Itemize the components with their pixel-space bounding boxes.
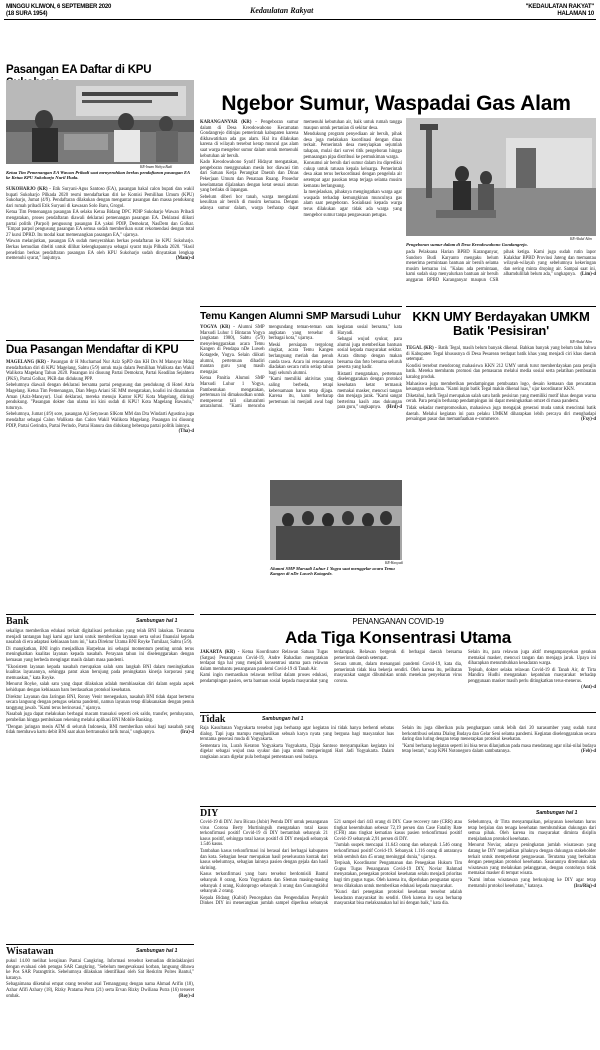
bank-paragraph: "Dengan jaringan mesin ATM di seluruh Indonesia, BNI memberikan solusi bagi nasabah yang tidak membawa kartu debit BNI saat akan bertransaksi tarik tunai," ungkapnya. (Ira)-d	[6, 724, 194, 736]
diy-paragraph: Sebelumnya, dr Tirta menyampaikan, pelayanan kesehatan harus tetap berjalan dan tenaga kesehatan membutuhkan dukungan dari semua pihak. Oleh karena itu masyarakat diminta disiplin menjalankan protokol kesehatan.	[468, 820, 596, 842]
alumni-paragraph: Ketua Panitia Alumni SMP Marsudi Luhur 1 Yogya, Pambentukan mengatakan, pertemuan ini dimaksudkan untuk mempererat tali silaturahmi antaralumni. "Kami mencoba mengundang teman-teman satu angkatan yang tersebar di berbagai kota," ujarnya.	[200, 325, 334, 410]
tidak-paragraph: Sementara itu, Lurah Keraton Yogyakarta Yogyakarta, Djaja Santoso menyampaikan kegiatan ini digelar sebagai wujud rasa syukur dan juga untuk memperingati Hari Jadi Yogyakarta. Dalam rangkaian acara digelar pula berbagai pementasan seni budaya.	[200, 743, 394, 760]
bank-paragraph: sekaligus memberikan edukasi terkait digitalisasi perbankan yang telah BNI lakukan. Terutama menjadi tantangan bagi kami agar kami untuk memberikan layanan serta solusi finansial kepada nasabah di era adaptasi kebiasaan baru ini," kata Direktur Utama BNI Royke Tumilaar, Sabtu (5/9).	[6, 629, 194, 646]
wisatawan-continued: Sambungan hal 1	[136, 948, 178, 954]
covid-headline: Ada Tiga Konsentrasi Utama	[285, 628, 511, 647]
sumur-closing-paragraph: pada Pelaksana Harian BPBD Karanganyar, Sundoro Budi Karyanto mengaku belum menerima permintaan bantuan air bersih selama musim kemarau ini. "Kalau ada permintaan, kami sudah siap menyalurkan bantuan air bersih anggaran BPBD Karanganyar maupun CSR pihak ketiga. Kami juga sudah rutin lapor Kalakhar BPBD Provinsi Jateng dan memantau wilayah-wilayah yang sebelumnya kekeringan dan sering minta droping air. Sampai saat ini, alhamdulillah belum ada," ungkapnya. (Lim)-d	[406, 250, 596, 283]
masthead-subdate: (18 SURA 1954)	[6, 11, 48, 17]
kkn-paragraph: Tidak sekadar mempromosikan, mahasiswa juga mengajak generasi muda untuk mencintai batik daerah. Melalui kegiatan ini para pelaku UMKM diharapkan lebih percaya diri menghadapi persaingan pasar dan memanfaatkan e-commerce. (Fxy)-d	[406, 405, 596, 423]
sumur-closing	[406, 250, 596, 284]
alumni-paragraph: Ristanti mengatakan, pertemuan diselenggarakan dengan protokol kesehatan ketat termasuk memakai masker, mencuci tangan dan menjaga jarak. "Kami sangat berterima kasih atas dukungan para guru," ungkapnya. (Hrd)-d	[337, 371, 402, 411]
alumni-photo-credit: KR-Hanyadi	[385, 561, 404, 565]
ea-headline: Pasangan EA Daftar di KPU	[6, 64, 152, 76]
wisatawan-rule	[6, 944, 194, 945]
diy-paragraph: Menurut Noviar, adanya peningkatan jumlah wisatawan yang datang ke DIY menjadikan pihaknya dengan dukungan stakeholder terkait untuk memperketat pengawasan. Terutama yang berkaitan dengan penegakan protokol kesehatan. Sasarannya ditemukan ada wisatawan yang melakukan pelanggaran, dengan contohnya tidak memakai masker di tempat wisata.	[468, 843, 596, 877]
diy-continued: Sambungan hal 1	[536, 810, 578, 816]
diy-paragraph: Tambahan kasus terkonfirmasi ini berasal dari berbagai kabupaten dan kota. Sebagian besar merupakan hasil penelusuran kontak dari kasus sebelumnya, sebagian lainnya pasien dengan gejala dan hasil skrining.	[200, 848, 328, 871]
magelang-body	[6, 360, 194, 435]
wisatawan-body	[6, 959, 194, 1000]
magelang-headline: Dua Pasangan Mendaftar di KPU	[6, 344, 179, 356]
kkn-headline: KKN UMY Berdayakan UMKM Batik 'Pesisiran'	[412, 309, 590, 338]
kkn-rule	[406, 306, 596, 307]
wisatawan-paragraph: pukul 14.00 melihat kerajinan Pantai Cangkring. Informasi tersebut kemudian ditindaklanjuti dengan evaluasi oleh petugas SAR Cangkring. "Sebelum mengevakuasi korban, langsung dibawa ke Pos SAR Parangtritis. Sebelumnya dilakukan identifikasi oleh Sat Reskrim Polres Bantul," katanya.	[6, 959, 194, 981]
sumur-caption: Pengeboran sumur dalam di Desa Kreodowahono Gondangrejo.	[406, 242, 528, 247]
alumni-paragraph: Sebagai wujud syukur, para alumni juga memberikan bantuan sosial kepada masyarakat sekitar. Acara ditutup dengan makan bersama dan foto bersama seluruh peserta yang hadir.	[337, 337, 402, 371]
sumur-paragraph: Konsumsi air bersih dari sumur dalam itu diprediksi cukup untuk ratusan kepala keluarga. Pemerintah desa akan terus berkoordinasi dengan pengelola air setempat agar pasokan tetap terjaga selama musim kemarau berlangsung.	[303, 161, 402, 189]
tidak-continued: Sambungan hal 1	[262, 716, 304, 722]
sumur-paragraph: Mendukung program penyediaan air bersih, pihak desa juga melakukan koordinasi dengan dinas terkait. Pemerintah desa menyiapkan sejumlah tahapan, mulai dari survei titik pengeboran hingga pemasangan pipa distribusi ke permukiman warga.	[303, 132, 402, 160]
covid-paragraph: Tepisah, dokter selaku relawan Covid-19 di Tanah Air, dr Tirta Mandira Hudhi mengatakan kepatuhan masyarakat terhadap penggunaan masker masih perlu ditingkatkan terus-menerus. (Ant)-d	[468, 667, 596, 690]
diy-paragraph: "Kami imbau wisatawan yang berkunjung ke DIY agar tetap mematuhi protokol kesehatan," katanya. (Ira/Riq)-d	[468, 877, 596, 889]
diy-paragraph: Covid-19 di DIY. Juru Bicara (Jubir) Pemda DIY untuk penanganan virus Corona Berty Murtiningsih mengatakan total kasus terkonfirmasi positif Covid-19 di DIY bertambah sebanyak 21 kasus positif, sehingga total kasus positif di DIY menjadi sebanyak 1.546 kasus.	[200, 820, 328, 848]
kkn-paragraph: Diketahui, batik Tegal merupakan salah satu batik pesisiran yang memiliki motif khas dengan warna cerah. Para perajin berharap pendampingan ini dapat meningkatkan omzet di masa pandemi.	[406, 393, 596, 405]
covid-body	[200, 650, 596, 690]
bank-paragraph: "Ekosistem layanan kepada nasabah merupakan salah satu langkah BNI dalam meningkatkan kualitas layanannya, sehingga patut akan berujung pada peningkatan kinerja korporasi yang memuaskan," kata Royke.	[6, 664, 194, 681]
diy-paragraph: Terpisah, Koordinator Pengamanan dan Penegakan Hukum Tim Gugus Tugas Penanganan Covid-19 DIY, Noviar Rahmad menyatakan, penegakan protokol kesehatan selalu menjadi prioritas bagi tim gugus tugas. Oleh karena itu, diperlukan penguatan upaya terus dilakukan untuk memberikan edukasi kepada masyarakat.	[334, 861, 462, 889]
bank-label: Bank	[6, 616, 29, 627]
sumur-paragraph: Kado Kreodowahono Syarif Hidayat mengatakan, pengeboran menggunakan mesin bor diawasi tim dari Satuan Kerja Perangkat Daerah dan Dinas Pekerjaan Umum dan Penataan Ruang. Prosedur keselamatan dijalankan dengan ketat sesuai aturan yang berlaku di lapangan.	[200, 160, 299, 194]
sumur-headline: Ngebor Sumur, Waspadai Gas Alam	[221, 92, 571, 115]
wisatawan-paragraph: Sebagaimana diketahui empat orang tersebut asal Temanggung dengan nama Ahmad Arifin (18), Azhar Afifi Azhary (18), Rizky Pratama Putra (21) serta Ervan Rizky Dwiliana Putra (16) terseret ombak. (Roy)-d	[6, 982, 194, 999]
tidak-paragraph: Selain itu juga diberikan pula penghargaan untuk lebih dari 20 narasumber yang sudah turut berkontribusi selama Dialog Budaya dan Gelar Seni selama pandemi. Kegiatan diselenggarakan secara daring dan luring dengan tetap menerapkan protokol kesehatan.	[402, 726, 596, 743]
kkn-photo-credit: KR-Abdul Alim	[570, 340, 592, 344]
covid-kicker: PENANGANAN COVID-19	[352, 617, 444, 626]
masthead-paper: "KEDAULATAN RAKYAT"	[525, 4, 594, 10]
magelang-paragraph: MAGELANG (KR) - Pasangan dr H Muchamad Nur Aziz SpPD dan KH Drs M Mansyur Mdag mendaftarkan diri di KPU Magelang, Sabtu (5/9) untuk maju dalam Pemilihan Walikota dan Wakil Walikota Magelang Tahun 2020. Pasangan ini diusung Partai Demokrat, Partai Keadilan Sejahtera (PKS), Partai Golkar, PKB dan didukung PPP.	[6, 360, 195, 382]
bank-paragraph: Menurut Royke, salah satu yang dapat dilakukan adalah membiasakan diri dalam segala aspek kehidupan dengan kebiasaan baru berdasarkan protokol kesehatan.	[6, 682, 194, 693]
sumur-photo-credit: KR-Abdul Alim	[570, 237, 592, 241]
sumur-paragraph: KARANGANYAR (KR) - Pengeboran sumur dalam di Desa Kreodowahono Kecamatan Gondangrejo ditinjau pemerintah kabupaten karena dikhawatirkan ada gas alam. Hal itu dilakukan karena di wilayah tersebut kerap muncul gas alam saat warga mengebor sumur dalam untuk memenuhi kebutuhan air bersih.	[200, 120, 299, 159]
alumni-rule	[200, 306, 402, 307]
ea-paragraph: Wawan melanjutkan, pasangan EA sudah menyerahkan berkas pendaftaran ke KPU Sukoharjo. Berkas kemudian diteliti untuk dilihat kelengkapannya sebagai syarat maju Pilkada 2020. "Hasil penelitian berkas pendaftaran pasangan EA oleh KPU Sukoharjo sudah dinyatakan lengkap memenuhi syarat," lanjutnya. (Mam)-d	[6, 239, 194, 262]
diy-paragraph: Kasus terkonfirmasi yang baru tersebut berdomisili Bantul sebanyak 8 orang, Kota Yogyakarta dan Sleman masing-masing sebanyak 4 orang, Kulonprogo sebanyak 3 orang dan Gunungkidul sebanyak 2 orang.	[200, 872, 328, 895]
ea-paragraph: Ketua Tim Pemenangan pasangan EA selaku Ketua Bidang DPC PDIP Sukoharjo Wawan Pribadi mengatakan, proses pendaftaran diawali deklarasi pemenangan pasangan EA. Deklarasi diikuti partai politik (Parpol) pengusung pasangan EA yakni PDIP, Demokrat, NasDem dan Golkar. "Empat parpol pengusung pasangan EA semua sudah memberikan surat rekomendasi dengan total 27 kursi DPRD. Itu modal kuat memenangkan pasangan EA," ujarnya.	[6, 210, 194, 238]
wisatawan-label: Wisatawan	[6, 946, 54, 957]
bank-paragraph: Di mangkatkan, BNI ingin menjadikan Harpelnas ini sebagai momentum penting untuk terus meningkatkan kualitas layanan kepada nasabah. Perayaan tahun ini diselenggarakan dengan kemasan yang berbeda mengingat masih dalam masa pandemi.	[6, 646, 194, 663]
diy-paragraph: Kepala Bidang (Kabid) Pencegahan dan Pengendalian Penyakit Dinkes DIY ini menerangkan jumlah sampel diperiksa sebanyak 521 sampel dari 443 orang di DIY. Case recovery rate (CRR) atau tingkat kesembuhan sebesar 72,19 persen dan Case Fatality Rate (CFR) atau tingkat kematian kasus pasien terkonfirmasi positif Covid-19 sebanyak 2,91 persen di DIY.	[200, 820, 462, 907]
kkn-paragraph: Kondisi tersebut mendorong mahasiswa KKN 212 UMY untuk turut memberdayakan para perajin batik. Mereka membantu promosi dan pemasaran melalui media sosial serta pelatihan pembuatan katalog produk.	[406, 363, 596, 380]
ea-photo	[6, 80, 194, 164]
diy-rule	[200, 806, 596, 807]
masthead-page: HALAMAN 10	[557, 11, 594, 17]
sumur-photo-image	[406, 118, 596, 236]
bank-continued: Sambungan hal 1	[136, 618, 178, 624]
masthead-logo: Kedaulatan Rakyat	[250, 6, 314, 15]
bank-body	[6, 629, 194, 737]
sumur-body	[200, 120, 402, 218]
covid-paragraph: Kami ingin memastikan relawan terlibat dalam proses edukasi, pendampingan pasien, serta bantuan sosial kepada masyarakat yang terdampak. Relawan bergerak di berbagai daerah bersama pemerintah daerah setempat.	[200, 650, 462, 684]
kkn-paragraph: Mahasiswa juga memberikan pendampingan pembuatan logo, desain kemasan dan pencatatan keuangan sederhana. "Kami ingin batik Tegal makin dikenal luas," ujar koordinator KKN.	[406, 381, 596, 393]
covid-paragraph: Selain itu, para relawan juga aktif mengampanyekan gerakan memakai masker, mencuci tangan dan menjaga jarak. Upaya ini diharapkan menumbuhkan kesadaran warga.	[468, 650, 596, 667]
diy-label: DIY	[200, 808, 219, 819]
bank-paragraph: Direktur Layanan dan Jaringan BNI, Ronny Venir menegaskan, nasabah BNI tidak dapat bertemu secara langsung dengan petugas selama pandemi, namun layanan tetap dilaksanakan dengan penuh tanggung jawab. "Kami terus berinovasi," ujarnya.	[6, 694, 194, 711]
diy-paragraph: "Kunci dari penegakan protokol kesehatan tersebut adalah kesadaran masyarakat itu sendiri. Oleh karena itu saya berharap masyarakat bisa melaksanakan hal ini dengan baik," kata dia.	[334, 890, 462, 907]
bank-paragraph: Nasabah juga dapat melakukan berbagai macam transaksi seperti cek saldo, transfer, pembayaran, pembelian hingga pembukaan rekening melalui aplikasi BNI Mobile Banking.	[6, 712, 194, 723]
tidak-paragraph: "Kami berharap kegiatan seperti ini bisa terus dilanjutkan pada masa mendatang agar nilai-nilai budaya tetap lestari," ucap KPH Notonegoro dalam sambutannya. (Feb)-d	[402, 743, 596, 755]
ea-caption: Ketua Tim Pemenangan EA Wawan Pribadi saat menyerahkan berkas pendaftaran pasangan EA ke Ketua KPU Sukoharjo Nuril Huda.	[6, 170, 190, 181]
bank-rule	[6, 614, 194, 615]
magelang-paragraph: Sebelumnya, Jumat (4/9) sore, pasangan Aji Setyawan SIKom MM dan Dra Windarti Agustina juga mendaftar sebagai Calon Walikota dan Calon Wakil Walikota Magelang. Pasangan ini diusung PDIP, Partai Gerindra, Partai Perindo, Partai Hanura dan didukung beberapa partai politik lainnya. (Tha)-d	[6, 412, 194, 435]
covid-paragraph: Secara umum, dalam menangani pandemi Covid-19, kata dia, pemerintah tidak bisa bekerja sendiri. Oleh karena itu, pelibatan masyarakat sangat dibutuhkan untuk menekan penyebaran virus corona.	[334, 662, 462, 684]
alumni-photo	[270, 480, 402, 560]
covid-paragraph: JAKARTA (KR) - Ketua Koordinator Relawan Satuan Tugas (Satgas) Penanganan Covid-19, Andre Rahadian mengatakan terdapat tiga hal yang menjadi konsentrasi utama para relawan dalam membantu penanganan pandemi Covid-19 di Tanah Air.	[200, 650, 329, 672]
tidak-body	[200, 726, 596, 761]
magelang-rule	[6, 340, 194, 341]
sumur-paragraph: Sebelum diberi bor tanah, warga mengalami kesulitan air bersih di musim kemarau. Dengan adanya sumur dalam, warga berharap dapat memenuhi kebutuhan air, baik untuk rumah tangga maupun untuk pertanian di sekitar desa.	[200, 120, 402, 211]
ea-body	[6, 187, 194, 263]
ea-paragraph: SUKOHARJO (KR) - Etik Suryani-Agus Santoso (EA), pasangan bakal calon bupati dan wakil bupati Sukoharjo Pilkada 2020 resmi mendaftarkan diri ke Komisi Pemilihan Umum (KPU) Sukoharjo, Jumat (4/9). Pendaftaran dilakukan dengan mengantar pasangan dan massa pendukung dari rumah pribadi Etik Suryani di kawasan Solo Baru, Grogol.	[6, 187, 195, 209]
alumni-paragraph: "Kami memiliki aktivitas yang saling berbeda, tetapi kebersamaan harus tetap dijaga. Karena itu, kami berharap pertemuan ini menjadi awal bagi kegiatan sosial bersama," kata Haryadi.	[268, 325, 402, 405]
masthead-rule	[4, 19, 596, 20]
covid-rule	[200, 614, 596, 615]
tidak-rule	[200, 712, 596, 713]
masthead-date: MINGGU KLIWON, 6 SEPTEMBER 2020	[6, 4, 112, 10]
kkn-paragraph: TEGAL (KR) - Batik Tegal, masih belum banyak dikenal. Bahkan banyak yang belum tahu bahwa di Kabupaten Tegal khususnya di Desa Pesarean terdapat batik khas yang menjadi ciri khas daerah setempat.	[406, 346, 596, 363]
magelang-paragraph: Sebelumnya diawali dengan deklarasi bersama partai pengusung dan pendukung di Hotel Atria Magelang. Ketua Tim Pemenangan, Dian Mega Ariani SE MM mengatakan, koalisi ini dinamakan Aman (Aziz-Mansyur). Usai deklarasi, mereka menuju Kantor KPU Kota Magelang, diiringi pendukung. "Pasangan dokter dan ulama ini kini sudah di KPU! Kota Magelang Bawaslu," tuturnya.	[6, 383, 194, 411]
tidak-label: Tidak	[200, 714, 226, 725]
alumni-headline: Temu Kangen Alumni SMP Marsudi Luhur	[200, 310, 401, 322]
alumni-body	[200, 325, 402, 411]
tidak-paragraph: Raja Kasultanan Yogyakarta tersebut juga berharap agar kegiatan ini tidak hanya berhenti sebatas dialog. Tapi juga mampu menghasilkan sebuah karya nyata yang berguna bagi masyarakat luas terutama generasi muda di Yogyakarta.	[200, 726, 394, 743]
alumni-paragraph: YOGYA (KR) - Alumni SMP Marsudi Luhur 1 Bintaran Yogya (angkatan 1980), Sabtu (5/9) menyelenggarakan acara Temu Kangen di Pendapa nDe Luweh Kotagede, Yogya. Selain diikuti alumni, pertemuan dihadiri mantan guru yang masih mengajar.	[200, 325, 265, 375]
alumni-paragraph: Meski persiapan tergolong singkat, acara Temu Kangen berlangsung meriah dan penuh canda tawa. Acara ini rencananya diadakan secara rutin setiap tahun bagi seluruh alumni.	[268, 342, 334, 376]
diy-body	[200, 820, 596, 907]
ea-photo-credit: KR-Imam Wahyu Budi	[140, 165, 173, 169]
alumni-caption: Alumni SMP Marsudi Luhur 1 Yogya saat menggelar acara Temu Kangen di nDe Luweh Kotagede.	[270, 566, 395, 577]
diy-paragraph: "Jumlah suspek mencapai 11.643 orang dan sebanyak 1.546 orang terkonfirmasi positif Covid-19. Sebanyak 1.116 orang di antaranya telah sembuh dan 45 orang meninggal dunia," ujarnya.	[334, 843, 462, 860]
sumur-paragraph: Ia menjelaskan, pihaknya mengingatkan warga agar waspada terhadap kemungkinan munculnya gas alam saat pengeboran. Sosialisasi kepada warga terus dilakukan agar tidak ada warga yang mengebor sumur tanpa pengawasan petugas.	[303, 190, 402, 218]
kkn-body	[406, 346, 596, 424]
